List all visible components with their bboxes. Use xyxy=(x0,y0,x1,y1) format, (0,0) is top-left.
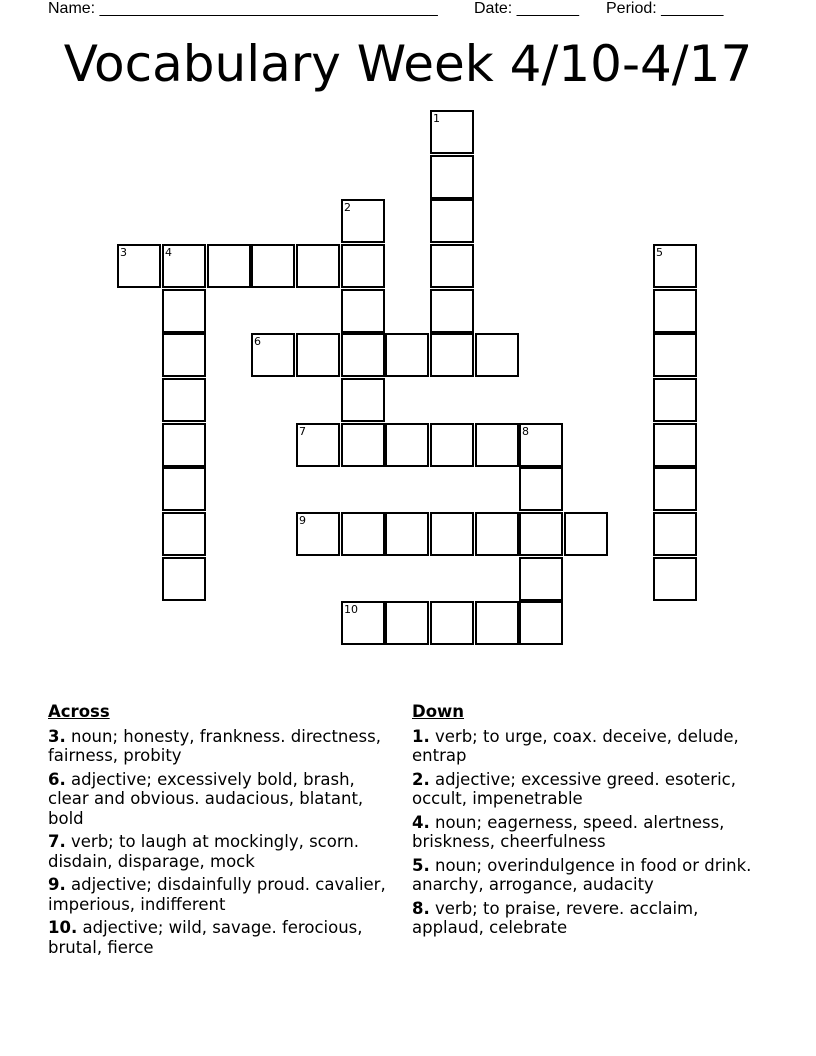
clue-number-label: 6. xyxy=(48,769,66,789)
grid-cell[interactable] xyxy=(296,333,340,377)
clue-number-label: 2. xyxy=(412,769,430,789)
clue-item xyxy=(48,875,398,914)
grid-cell[interactable] xyxy=(385,512,429,556)
grid-cell[interactable] xyxy=(653,244,697,288)
grid-cell[interactable] xyxy=(385,601,429,645)
grid-cell[interactable] xyxy=(341,333,385,377)
clue-number: 1 xyxy=(433,112,440,125)
clue-item xyxy=(412,899,762,938)
down-clues xyxy=(412,702,762,942)
grid-cell[interactable] xyxy=(385,333,429,377)
clue-item xyxy=(48,727,398,766)
grid-cell[interactable] xyxy=(341,378,385,422)
grid-cell[interactable] xyxy=(296,244,340,288)
clue-text: noun; eagerness, speed. alertness, briskness, cheerfulness xyxy=(412,812,725,851)
grid-cell[interactable] xyxy=(653,333,697,377)
clue-text: adjective; excessive greed. esoteric, occult, impenetrable xyxy=(412,769,736,808)
grid-cell[interactable] xyxy=(430,289,474,333)
clue-text: verb; to praise, revere. acclaim, applaud, celebrate xyxy=(412,898,699,937)
grid-cell[interactable] xyxy=(296,423,340,467)
grid-cell[interactable] xyxy=(251,333,295,377)
grid-cell[interactable] xyxy=(162,289,206,333)
clue-item xyxy=(48,918,398,957)
grid-cell[interactable] xyxy=(162,423,206,467)
name-field[interactable]: Name: ______________________________________ xyxy=(48,0,438,17)
grid-cell[interactable] xyxy=(475,423,519,467)
clue-text: adjective; excessively bold, brash, clear and obvious. audacious, blatant, bold xyxy=(48,769,364,828)
grid-cell[interactable] xyxy=(519,467,563,511)
clue-number: 5 xyxy=(656,246,663,259)
grid-cell[interactable] xyxy=(475,512,519,556)
grid-cell[interactable] xyxy=(430,155,474,199)
grid-cell[interactable] xyxy=(162,333,206,377)
grid-cell[interactable] xyxy=(430,333,474,377)
clue-number: 6 xyxy=(254,335,261,348)
grid-cell[interactable] xyxy=(162,244,206,288)
grid-cell[interactable] xyxy=(341,199,385,243)
clue-number: 3 xyxy=(120,246,127,259)
down-heading: Down xyxy=(412,702,465,721)
clue-item xyxy=(412,813,762,852)
grid-cell[interactable] xyxy=(341,423,385,467)
clue-item xyxy=(412,856,762,895)
date-field[interactable]: Date: _______ xyxy=(474,0,579,17)
clue-number-label: 9. xyxy=(48,875,66,894)
grid-cell[interactable] xyxy=(341,512,385,556)
clue-number: 8 xyxy=(522,425,529,438)
clue-text: noun; honesty, frankness. directness, fairness, probity xyxy=(48,726,381,765)
clue-number-label: 10. xyxy=(48,918,78,937)
grid-cell[interactable] xyxy=(162,557,206,601)
clue-number: 2 xyxy=(344,201,351,214)
grid-cell[interactable] xyxy=(430,244,474,288)
grid-cell[interactable] xyxy=(341,601,385,645)
grid-cell[interactable] xyxy=(564,512,608,556)
clue-number-label: 4. xyxy=(412,812,430,832)
grid-cell[interactable] xyxy=(519,423,563,467)
grid-cell[interactable] xyxy=(653,557,697,601)
across-clues xyxy=(48,702,398,961)
clue-text: verb; to laugh at mockingly, scorn. disdain, disparage, mock xyxy=(48,832,360,871)
clue-number-label: 3. xyxy=(48,726,66,746)
grid-cell[interactable] xyxy=(251,244,295,288)
clue-text: verb; to urge, coax. deceive, delude, entrap xyxy=(412,726,739,765)
grid-cell[interactable] xyxy=(162,378,206,422)
grid-cell[interactable] xyxy=(475,333,519,377)
grid-cell[interactable] xyxy=(519,601,563,645)
grid-cell[interactable] xyxy=(207,244,251,288)
clue-number-label: 1. xyxy=(412,726,430,746)
grid-cell[interactable] xyxy=(341,289,385,333)
grid-cell[interactable] xyxy=(519,512,563,556)
grid-cell[interactable] xyxy=(653,378,697,422)
grid-cell[interactable] xyxy=(430,110,474,154)
clue-item xyxy=(48,832,398,871)
grid-cell[interactable] xyxy=(653,467,697,511)
grid-cell[interactable] xyxy=(653,512,697,556)
grid-cell[interactable] xyxy=(385,423,429,467)
grid-cell[interactable] xyxy=(117,244,161,288)
clue-number: 7 xyxy=(299,425,306,438)
clue-number: 4 xyxy=(165,246,172,259)
clue-text: adjective; wild, savage. ferocious, brutal, fierce xyxy=(48,918,363,957)
clue-number: 9 xyxy=(299,514,306,527)
grid-cell[interactable] xyxy=(430,601,474,645)
grid-cell[interactable] xyxy=(430,423,474,467)
grid-cell[interactable] xyxy=(162,512,206,556)
clue-number-label: 7. xyxy=(48,832,66,851)
clue-text: noun; overindulgence in food or drink. anarchy, arrogance, audacity xyxy=(412,855,752,894)
clue-item xyxy=(412,770,762,809)
clue-number-label: 8. xyxy=(412,898,430,918)
grid-cell[interactable] xyxy=(653,423,697,467)
period-field[interactable]: Period: _______ xyxy=(606,0,724,17)
grid-cell[interactable] xyxy=(430,512,474,556)
grid-cell[interactable] xyxy=(341,244,385,288)
grid-cell[interactable] xyxy=(475,601,519,645)
grid-cell[interactable] xyxy=(162,467,206,511)
clue-item xyxy=(48,770,398,829)
across-heading: Across xyxy=(48,702,110,721)
clue-item xyxy=(412,727,762,766)
grid-cell[interactable] xyxy=(296,512,340,556)
clue-text: adjective; disdainfully proud. cavalier, imperious, indifferent xyxy=(48,875,386,914)
clue-number: 10 xyxy=(344,603,358,616)
clue-number-label: 5. xyxy=(412,855,430,875)
page-title: Vocabulary Week 4/10-4/17 xyxy=(63,35,753,93)
grid-cell[interactable] xyxy=(430,199,474,243)
grid-cell[interactable] xyxy=(653,289,697,333)
grid-cell[interactable] xyxy=(519,557,563,601)
